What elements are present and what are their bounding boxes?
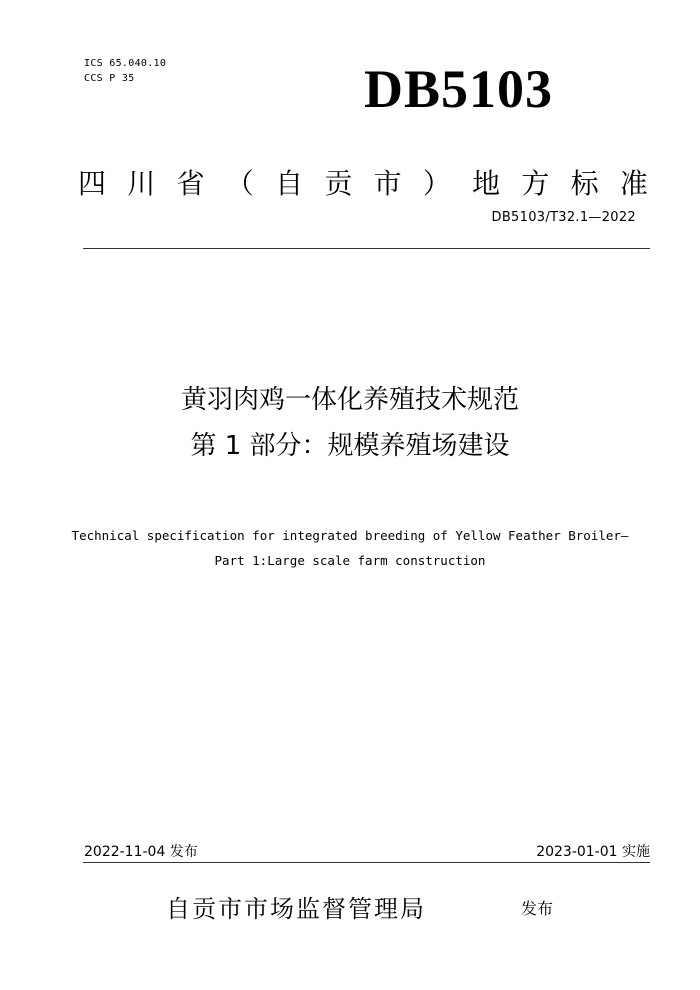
ccs-code: CCS P 35 [84, 73, 135, 84]
standard-type-char: 地 [472, 167, 501, 200]
standard-type-char: （ [225, 167, 254, 200]
issuing-authority: 自贡市市场监督管理局 [166, 895, 426, 923]
standard-code-logo: DB5103 [364, 59, 554, 119]
title-en-line1: Technical specification for integrated breeding of Yellow Feather Broiler— [71, 528, 629, 543]
title-cn-line1: 黄羽肉鸡一体化养殖技术规范 [180, 385, 519, 415]
standard-type-char: 自 [275, 167, 304, 200]
standard-type-char: 四 [78, 167, 107, 200]
title-cn-line2: 第 1 部分：规模养殖场建设 [190, 431, 510, 461]
standard-type-char: ） [422, 167, 451, 200]
standard-type-char: 川 [127, 167, 156, 200]
release-date: 2022-11-04 发布 [84, 844, 198, 860]
implementation-date: 2023-01-01 实施 [536, 844, 650, 860]
issue-label: 发布 [521, 899, 554, 918]
standard-type-char: 标 [570, 167, 599, 200]
footer-divider [83, 862, 650, 863]
standard-type-char: 贡 [324, 167, 353, 200]
ics-ccs-codes [84, 56, 166, 86]
standard-type-char: 准 [619, 167, 648, 200]
standard-type-char: 省 [176, 167, 205, 200]
standard-type-char: 方 [521, 167, 550, 200]
ics-code: ICS 65.040.10 [84, 58, 167, 69]
standard-type-title [78, 166, 648, 202]
header-divider [83, 248, 650, 249]
standard-type-char: 市 [373, 167, 402, 200]
standard-number: DB5103/T32.1—2022 [491, 210, 636, 225]
title-en-line2: Part 1:Large scale farm construction [214, 553, 486, 568]
